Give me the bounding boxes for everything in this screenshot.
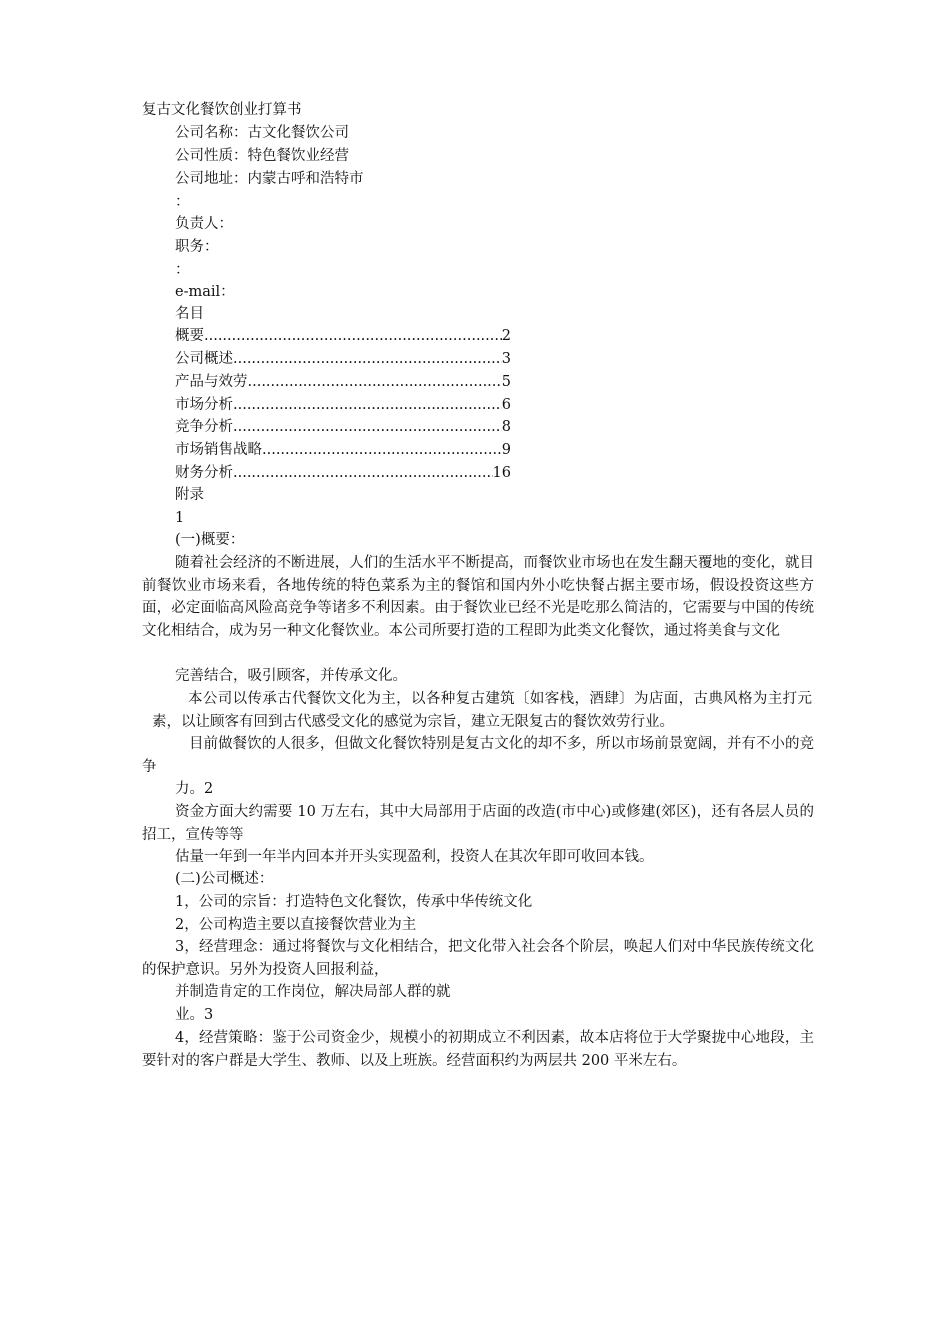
company-address: 公司地址：内蒙古呼和浩特市	[175, 171, 364, 187]
paragraph-funding: 资金方面大约需要 10 万左右，其中大局部用于店面的改造(市中心)或修建(郊区)，还有各层人员的招工，宣传等等	[142, 804, 814, 843]
toc-leader	[233, 394, 502, 416]
position-field: 职务：	[175, 239, 219, 255]
toc-page: 2	[501, 328, 511, 344]
paragraph-concept: 本公司以传承古代餐饮文化为主，以各种复古建筑〔如客栈，酒肆〕为店面，古典风格为主打元素，以让顾客有回到古代感受文化的感觉为宗旨，建立无限复古的餐饮效劳行业。	[152, 691, 812, 730]
toc-label: 竞争分析	[175, 419, 233, 435]
toc-entry	[175, 325, 511, 347]
list-item: 2，公司构造主要以直接餐饮营业为主	[175, 917, 417, 933]
paragraph-continuation: 业。3	[175, 1007, 214, 1023]
list-item: 3，经营理念：通过将餐饮与文化相结合，把文化带入社会各个阶层，唤起人们对中华民族传统文化的保护意识。另外为投资人回报利益，	[142, 939, 814, 978]
toc-page: 5	[501, 374, 511, 390]
toc-leader	[248, 371, 502, 393]
list-item: 1，公司的宗旨：打造特色文化餐饮，传承中华传统文化	[175, 894, 533, 910]
toc-leader	[262, 439, 502, 461]
paragraph-continuation: 并制造肯定的工作岗位，解决局部人群的就	[175, 984, 451, 1000]
list-item: 4，经营策略：鉴于公司资金少，规模小的初期成立不利因素，故本店将位于大学聚拢中心地段，主要针对的客户群是大学生、教师、以及上班族。经营面积约为两层共 200 平米左右。	[142, 1030, 814, 1069]
section-heading: (二)公司概述：	[175, 871, 274, 887]
company-nature: 公司性质：特色餐饮业经营	[175, 148, 349, 164]
toc-label: 市场销售战略	[175, 442, 262, 458]
blank-field-colon: ：	[175, 262, 190, 278]
toc-label: 公司概述	[175, 351, 233, 367]
toc-leader	[233, 348, 502, 370]
section-heading: (一)概要：	[175, 532, 245, 548]
toc-heading: 名目	[175, 306, 204, 322]
toc-entry	[175, 371, 511, 393]
toc-entry	[175, 348, 511, 370]
toc-page: 8	[501, 419, 511, 435]
appendix-label: 附录	[175, 487, 204, 503]
email-field: e-mail：	[175, 284, 235, 300]
paragraph-continuation: 完善结合，吸引顾客，并传承文化。	[175, 668, 407, 684]
page-number: 1	[175, 510, 185, 526]
company-name: 公司名称：古文化餐饮公司	[175, 125, 349, 141]
toc-leader	[233, 462, 493, 484]
paragraph-market: 目前做餐饮的人很多，但做文化餐饮特别是复古文化的却不多，所以市场前景宽阔，并有不小的竞争	[142, 736, 814, 775]
blank-field-colon: ：	[175, 194, 190, 210]
document-title: 复古文化餐饮创业打算书	[142, 102, 302, 118]
toc-entry	[175, 439, 511, 461]
toc-label: 产品与效劳	[175, 374, 248, 390]
person-in-charge: 负责人：	[175, 216, 233, 232]
toc-entry	[175, 394, 511, 416]
toc-entry	[175, 462, 511, 484]
toc-label: 概要	[175, 328, 204, 344]
toc-page: 9	[501, 442, 511, 458]
toc-label: 市场分析	[175, 397, 233, 413]
toc-page: 3	[501, 351, 511, 367]
toc-leader	[233, 416, 502, 438]
paragraph-payback: 估量一年到一年半内回本并开头实现盈利，投资人在其次年即可收回本钱。	[175, 849, 654, 865]
toc-entry	[175, 416, 511, 438]
toc-label: 财务分析	[175, 465, 233, 481]
toc-page: 16	[492, 465, 511, 481]
toc-leader	[204, 325, 502, 347]
paragraph-continuation: 力。2	[175, 781, 214, 797]
toc-page: 6	[501, 397, 511, 413]
paragraph-overview: 随着社会经济的不断进展，人们的生活水平不断提高，而餐饮业市场也在发生翻天覆地的变化，就目前餐饮业市场来看，各地传统的特色菜系为主的餐馆和国内外小吃快餐占据主要市场，假设投资这些方面，必定面临高风险高竞争等诸多不利因素。由于餐饮业已经不光是吃那么简洁的，它需要与中国的传统文化相结合，成为另一种文化餐饮业。本公司所要打造的工程即为此类文化餐饮，通过将美食与文化	[142, 555, 814, 639]
